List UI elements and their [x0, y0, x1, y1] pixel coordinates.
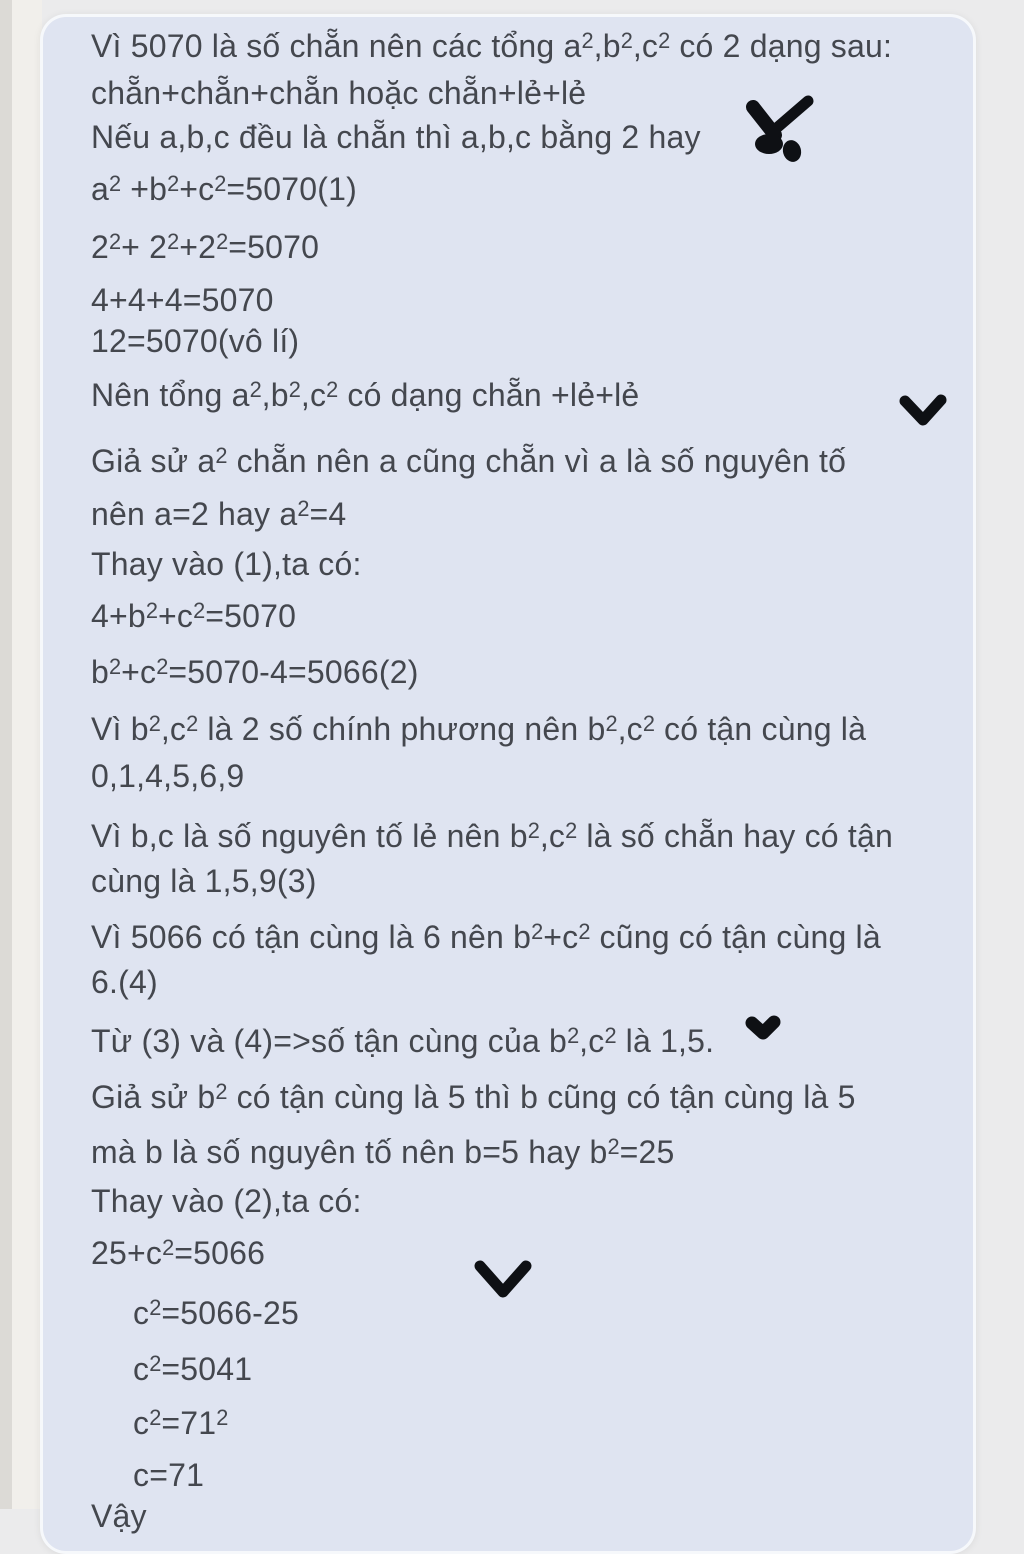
text-line: Nên tổng $a^2,b^2,c^2$ có dạng chẵn +lẻ+lẻ: [91, 376, 640, 413]
text-line: 6.(4): [91, 964, 158, 1000]
text-line: $c^2=5066-25$: [133, 1294, 300, 1331]
text-line: Vì b,c là số nguyên tố lẻ nên $b^2,c^2$ là số chẵn hay có tận: [91, 817, 893, 854]
heart-scribble-icon: [745, 1014, 781, 1041]
text-line: $b^2+c^2=5070-4=5066(2)$: [91, 653, 419, 690]
text-line: $a^2 +b^2+c^2=5070(1)$: [91, 170, 357, 207]
text-line: 12=5070(vô lí): [91, 323, 300, 359]
text-line: Thay vào (1),ta có:: [91, 546, 362, 582]
text-line: $c^2=5041$: [133, 1350, 253, 1387]
chevron-down-icon: [898, 394, 948, 428]
text-line: Vì $b^2,c^2$ là 2 số chính phương nên $b^2,c^2$ có tận cùng là: [91, 710, 867, 747]
solution-card: [40, 14, 976, 1554]
text-line: Thay vào (2),ta có:: [91, 1183, 362, 1219]
page-edge-band: [12, 0, 42, 1509]
text-line: Giả sử $b^2$ có tận cùng là 5 thì b cũng có tận cùng là 5: [91, 1078, 856, 1115]
text-line: $4+b^2+c^2=5070$: [91, 597, 297, 634]
text-line: $25+c^2=5066$: [91, 1234, 266, 1271]
text-line: nên a=2 hay $a^2=4$: [91, 495, 347, 532]
checkmark-scribble-icon: [745, 95, 817, 165]
text-line: Nếu a,b,c đều là chẵn thì a,b,c bằng 2 hay: [91, 119, 701, 155]
page-edge-strip: [0, 0, 12, 1509]
text-line: $2^2+ 2^2+2^2=5070$: [91, 228, 320, 265]
text-line: Vì 5066 có tận cùng là 6 nên $b^2+c^2$ cũng có tận cùng là: [91, 918, 881, 955]
text-line: mà b là số nguyên tố nên b=5 hay $b^2=25$: [91, 1133, 675, 1170]
text-line: cùng là 1,5,9(3): [91, 863, 317, 899]
text-line: Giả sử $a^2$ chẵn nên a cũng chẵn vì a là số nguyên tố: [91, 442, 847, 479]
text-line: Vì 5070 là số chẵn nên các tổng $a^2,b^2,c^2$ có 2 dạng sau:: [91, 27, 893, 64]
text-line: c=71: [133, 1457, 205, 1493]
text-line: Vậy: [91, 1498, 147, 1534]
text-line: Từ (3) và (4)=>số tận cùng của $b^2,c^2$ là 1,5.: [91, 1022, 715, 1059]
text-line: 4+4+4=5070: [91, 282, 274, 318]
text-line: chẵn+chẵn+chẵn hoặc chẵn+lẻ+lẻ: [91, 75, 587, 111]
chevron-down-icon: [473, 1259, 533, 1301]
text-line: $c^2=71^2$: [133, 1404, 229, 1441]
text-line: 0,1,4,5,6,9: [91, 758, 245, 794]
